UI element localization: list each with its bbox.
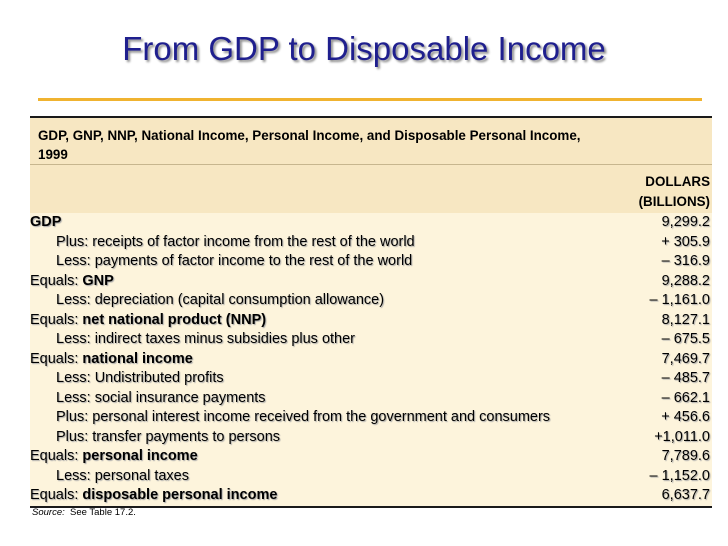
row-prefix: Equals: bbox=[30, 487, 83, 503]
column-header-line1: DOLLARS bbox=[645, 174, 710, 189]
row-label-text: transfer payments to persons bbox=[92, 428, 281, 445]
row-value: 7,469.7 bbox=[661, 350, 710, 367]
row-prefix: Plus: bbox=[56, 409, 93, 425]
header-divider bbox=[30, 164, 712, 165]
row-value: 9,288.2 bbox=[661, 272, 710, 289]
row-value: – 662.1 bbox=[661, 389, 710, 406]
table-row bbox=[30, 291, 712, 311]
row-label-text: social insurance payments bbox=[94, 389, 266, 406]
row-label bbox=[56, 233, 415, 253]
row-label bbox=[56, 252, 412, 272]
row-value: 8,127.1 bbox=[661, 311, 710, 328]
row-value: – 1,161.0 bbox=[649, 292, 710, 308]
row-value: – 1,152.0 bbox=[649, 467, 710, 484]
table-caption-line2: 1999 bbox=[38, 147, 68, 162]
row-label-text: GNP bbox=[82, 272, 114, 289]
table-row bbox=[30, 252, 712, 272]
row-prefix: Equals: bbox=[30, 272, 83, 289]
table-row bbox=[30, 350, 712, 370]
row-prefix: Less: bbox=[56, 292, 95, 308]
row-label bbox=[30, 350, 193, 370]
row-value: – 675.5 bbox=[661, 331, 710, 347]
row-label-text: personal income bbox=[82, 448, 198, 464]
row-label-text: GDP bbox=[30, 214, 62, 230]
row-prefix: Less: bbox=[56, 370, 95, 386]
row-prefix: Less: bbox=[56, 389, 95, 406]
row-label bbox=[56, 467, 189, 487]
row-value: 6,637.7 bbox=[661, 487, 710, 503]
source-text: See Table 17.2. bbox=[70, 507, 136, 518]
row-label bbox=[30, 311, 266, 331]
row-prefix: Less: bbox=[56, 331, 95, 347]
table-body bbox=[30, 213, 712, 508]
row-label-text: net national product (NNP) bbox=[82, 311, 267, 328]
table-row bbox=[30, 330, 712, 350]
row-value: 9,299.2 bbox=[661, 214, 710, 230]
row-label-text: personal taxes bbox=[94, 467, 189, 484]
row-label bbox=[56, 389, 266, 409]
table-row bbox=[30, 408, 712, 428]
table-row bbox=[30, 428, 712, 448]
row-label bbox=[56, 408, 550, 428]
row-label-text: indirect taxes minus subsidies plus other bbox=[94, 331, 356, 347]
table-row bbox=[30, 369, 712, 389]
row-value: +1,011.0 bbox=[654, 428, 710, 445]
row-prefix: Equals: bbox=[30, 350, 83, 367]
table-row bbox=[30, 447, 712, 467]
row-prefix: Equals: bbox=[30, 448, 83, 464]
row-label bbox=[30, 486, 277, 506]
row-label bbox=[30, 447, 198, 467]
row-label bbox=[30, 272, 114, 292]
table-row bbox=[30, 486, 712, 506]
column-header-line2: (BILLIONS) bbox=[638, 194, 710, 209]
table-header bbox=[30, 116, 712, 216]
row-label-text: personal interest income received from the government and consumers bbox=[92, 409, 551, 425]
table-row bbox=[30, 213, 712, 233]
row-label-text: depreciation (capital consumption allowance) bbox=[94, 292, 385, 308]
row-value: – 485.7 bbox=[661, 370, 710, 386]
row-prefix: Plus: bbox=[56, 233, 93, 250]
table-row bbox=[30, 272, 712, 292]
row-label-text: disposable personal income bbox=[82, 487, 278, 503]
row-value: + 456.6 bbox=[661, 409, 710, 425]
table-row bbox=[30, 467, 712, 487]
table-caption-line1: GDP, GNP, NNP, National Income, Personal Income, and Disposable Personal Income, bbox=[38, 128, 581, 143]
row-value: – 316.9 bbox=[661, 253, 710, 269]
row-label bbox=[56, 330, 355, 350]
row-label-text: receipts of factor income from the rest of the world bbox=[92, 233, 415, 250]
row-label bbox=[56, 369, 224, 389]
row-value: 7,789.6 bbox=[661, 448, 710, 464]
table-row bbox=[30, 389, 712, 409]
row-label bbox=[56, 291, 384, 311]
page-title: From GDP to Disposable Income bbox=[122, 30, 606, 67]
row-label-text: Undistributed profits bbox=[94, 370, 224, 386]
table-row bbox=[30, 233, 712, 253]
row-prefix: Less: bbox=[56, 467, 95, 484]
column-header-dollars bbox=[600, 172, 710, 212]
row-label-text: payments of factor income to the rest of the world bbox=[94, 253, 413, 269]
row-prefix: Less: bbox=[56, 253, 95, 269]
title-underline bbox=[38, 98, 702, 101]
row-prefix: Equals: bbox=[30, 311, 83, 328]
row-value: + 305.9 bbox=[661, 233, 710, 250]
table-caption bbox=[38, 126, 706, 164]
table-row bbox=[30, 311, 712, 331]
source-note bbox=[32, 507, 136, 518]
row-label bbox=[30, 213, 61, 233]
row-label-text: national income bbox=[82, 350, 193, 367]
source-label: Source: bbox=[32, 507, 65, 518]
row-prefix: Plus: bbox=[56, 428, 93, 445]
row-label bbox=[56, 428, 280, 448]
